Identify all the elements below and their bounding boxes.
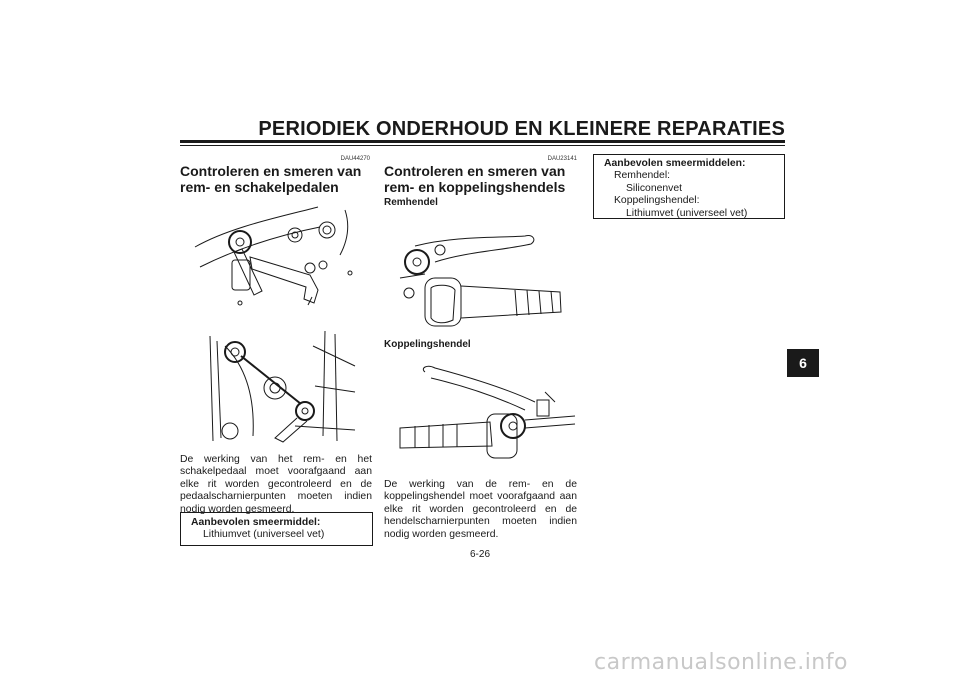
lubrication-point-marker	[225, 342, 245, 362]
section-code: DAU23141	[547, 156, 577, 162]
chapter-tab: 6	[787, 349, 819, 377]
lubricants-box-line: Koppelingshendel:	[614, 195, 700, 207]
lubricants-box-line: Lithiumvet (universeel vet)	[626, 207, 748, 219]
title-rule	[180, 140, 785, 143]
page-title: PERIODIEK ONDERHOUD EN KLEINERE REPARATIES	[258, 118, 785, 140]
lubricants-box-line: Siliconenvet	[626, 182, 683, 194]
lubricants-box-line: Remhendel:	[614, 170, 671, 182]
lubrication-point-marker	[405, 250, 429, 274]
section-body: De werking van het rem- en het schakelpedaal moet voorafgaand aan elke rit worden gecontroleerd en de pedaalscharnierpunten moeten indien nodig worden gesmeerd.	[180, 454, 372, 515]
section-heading: Controleren en smeren van rem- en schakelpedalen	[180, 163, 362, 195]
watermark: carmanualsonline.info	[594, 650, 848, 675]
lubricant-box-title: Aanbevolen smeermiddel:	[191, 517, 321, 528]
lubricant-box-line: Lithiumvet (universeel vet)	[203, 529, 325, 541]
lubricants-box-title: Aanbevolen smeermiddelen:	[604, 158, 746, 169]
section-heading: Controleren en smeren van rem- en koppelingshendels	[384, 163, 566, 195]
section-code: DAU44270	[340, 156, 370, 162]
subheading-brake-lever: Remhendel	[384, 197, 438, 208]
lubricants-box	[593, 154, 785, 219]
pedal-illustration-bottom	[205, 326, 365, 444]
brake-lever-illustration	[395, 228, 575, 328]
clutch-lever-illustration	[395, 362, 580, 462]
lubricant-box	[180, 512, 373, 546]
pedal-illustration-top	[190, 195, 365, 315]
lubrication-point-marker	[296, 402, 314, 420]
page-number: 6-26	[469, 549, 490, 560]
section-body: De werking van de rem- en de koppelingshendel moet voorafgaand aan elke rit worden gecontroleerd en de hendelscharnierpunten moeten indien nodig worden gesmeerd.	[384, 479, 577, 540]
lubrication-point-marker	[501, 414, 525, 438]
subheading-clutch-lever: Koppelingshendel	[384, 339, 471, 350]
title-rule-thin	[180, 145, 785, 146]
